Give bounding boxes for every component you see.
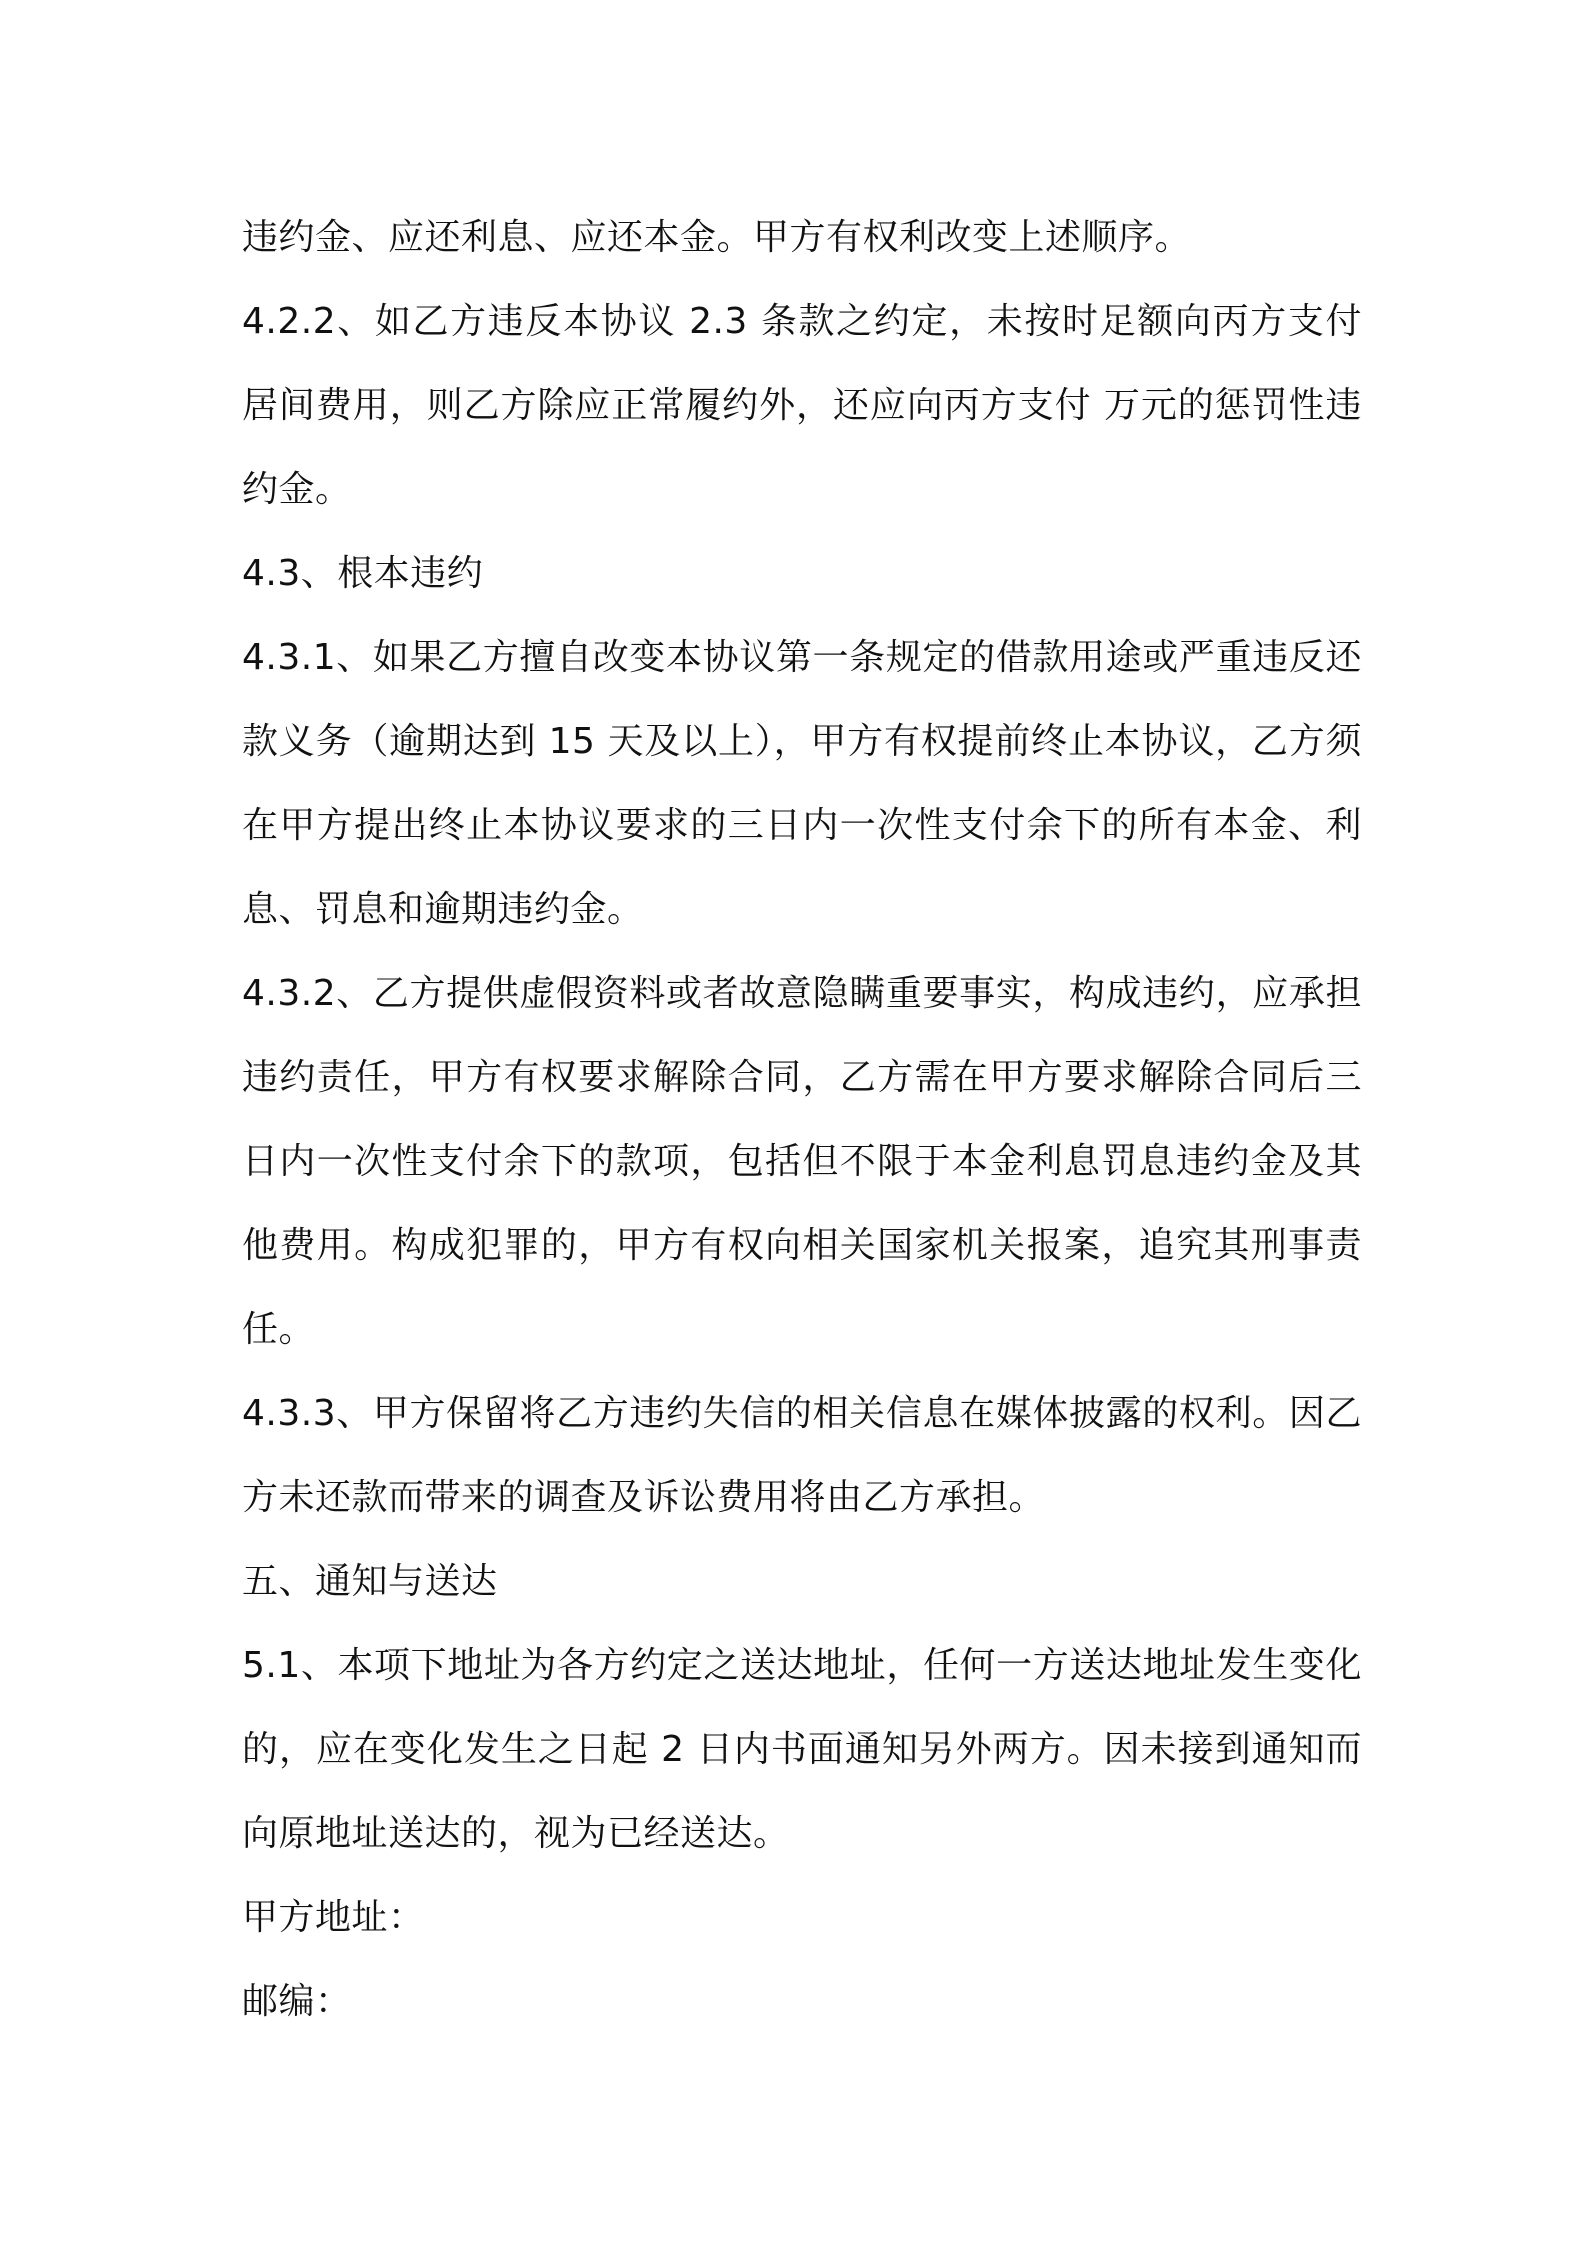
paragraph-4-3-2: 4.3.2、乙方提供虚假资料或者故意隐瞒重要事实，构成违约，应承担违约责任，甲方有权要求解除合同，乙方需在甲方要求解除合同后三日内一次性支付余下的款项，包括但不限于本金利息罚息违约金及其他费用。构成犯罪的，甲方有权向相关国家机关报案，追究其刑事责任。 xyxy=(242,973,1362,1350)
paragraph-4-3-1: 4.3.1、如果乙方擅自改变本协议第一条规定的借款用途或严重违反还款义务（逾期达到 15 天及以上），甲方有权提前终止本协议，乙方须在甲方提出终止本协议要求的三日内一次性支付余下的所有本金、利息、罚息和逾期违约金。 xyxy=(242,637,1362,930)
heading-section-5: 五、通知与送达 xyxy=(242,1561,498,1602)
paragraph-4-2-2: 4.2.2、如乙方违反本协议 2.3 条款之约定，未按时足额向丙方支付居间费用，则乙方除应正常履约外，还应向丙方支付 万元的惩罚性违约金。 xyxy=(242,301,1362,510)
heading-4-3: 4.3、根本违约 xyxy=(242,553,484,594)
paragraph-5-1: 5.1、本项下地址为各方约定之送达地址，任何一方送达地址发生变化的，应在变化发生之日起 2 日内书面通知另外两方。因未接到通知而向原地址送达的，视为已经送达。 xyxy=(242,1645,1362,1854)
party-a-address-label: 甲方地址： xyxy=(242,1897,425,1938)
document-body xyxy=(242,196,1362,2044)
paragraph-4-3-3: 4.3.3、甲方保留将乙方违约失信的相关信息在媒体披露的权利。因乙方未还款而带来的调查及诉讼费用将由乙方承担。 xyxy=(242,1393,1362,1518)
postcode-label: 邮编： xyxy=(242,1981,352,2022)
paragraph-penalty-order: 违约金、应还利息、应还本金。甲方有权利改变上述顺序。 xyxy=(242,217,1192,258)
